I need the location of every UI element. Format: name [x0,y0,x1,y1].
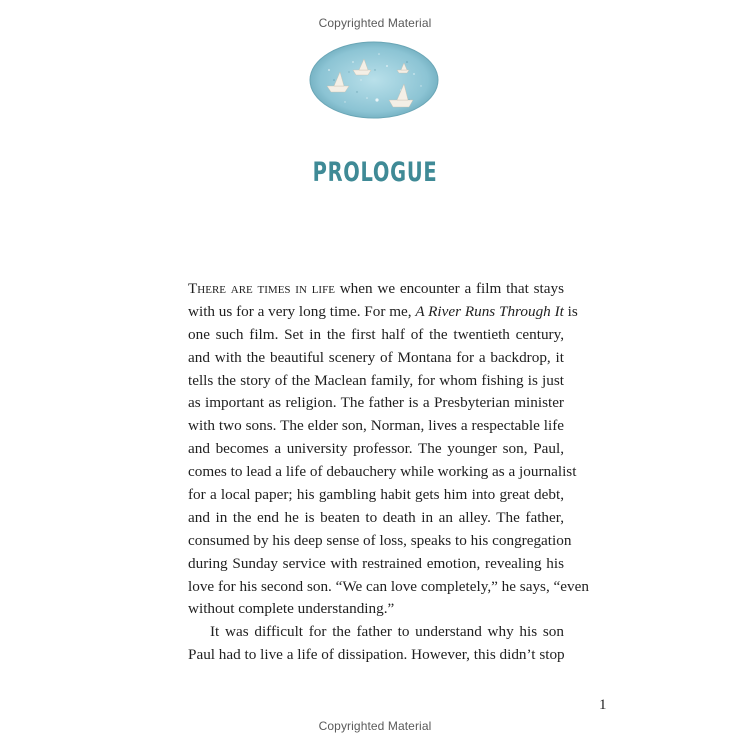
text-line: and with the beautiful scenery of Montana for a backdrop, it [188,348,564,366]
text-line: and becomes a university professor. The younger son, Paul, [188,440,564,458]
chapter-title: PROLOGUE [312,157,438,188]
text-line: as important as religion. The father is a Presbyterian minister [188,394,564,412]
film-title: A River Runs Through It [415,302,564,320]
page-number: 1 [599,697,607,713]
text-line: during Sunday service with restrained emotion, revealing his [188,554,564,572]
text-line: with two sons. The elder son, Norman, lives a respectable life [188,417,564,435]
text-line: without complete understanding.” [188,600,395,618]
copyright-watermark-top: Copyrighted Material [318,16,432,30]
copyright-watermark-bottom: Copyrighted Material [318,719,432,733]
text-line: love for his second son. “We can love completely,” he says, “even [188,577,589,595]
text-line: It was difficult for the father to understand why his son [210,623,564,641]
text-line: one such film. Set in the first half of the twentieth century, [188,325,564,343]
text-line: for a local paper; his gambling habit gets him into great debt, [188,486,564,504]
text-line: consumed by his deep sense of loss, speaks to his congregation [188,531,572,549]
text-line: with us for a very long time. For me, A River Runs Through It is [188,302,578,320]
text-line: comes to lead a life of debauchery while working as a journalist [188,463,577,481]
paper-boats-on-water-icon [309,40,439,120]
text-line: and in the end he is beaten to death in an alley. The father, [188,508,564,526]
body-text [188,278,589,667]
text-line: There are times in life when we encounter a film that stays [188,280,565,297]
text-line: tells the story of the Maclean family, for whom fishing is just [188,371,564,389]
text-line: Paul had to live a life of dissipation. However, this didn’t stop [188,646,565,664]
